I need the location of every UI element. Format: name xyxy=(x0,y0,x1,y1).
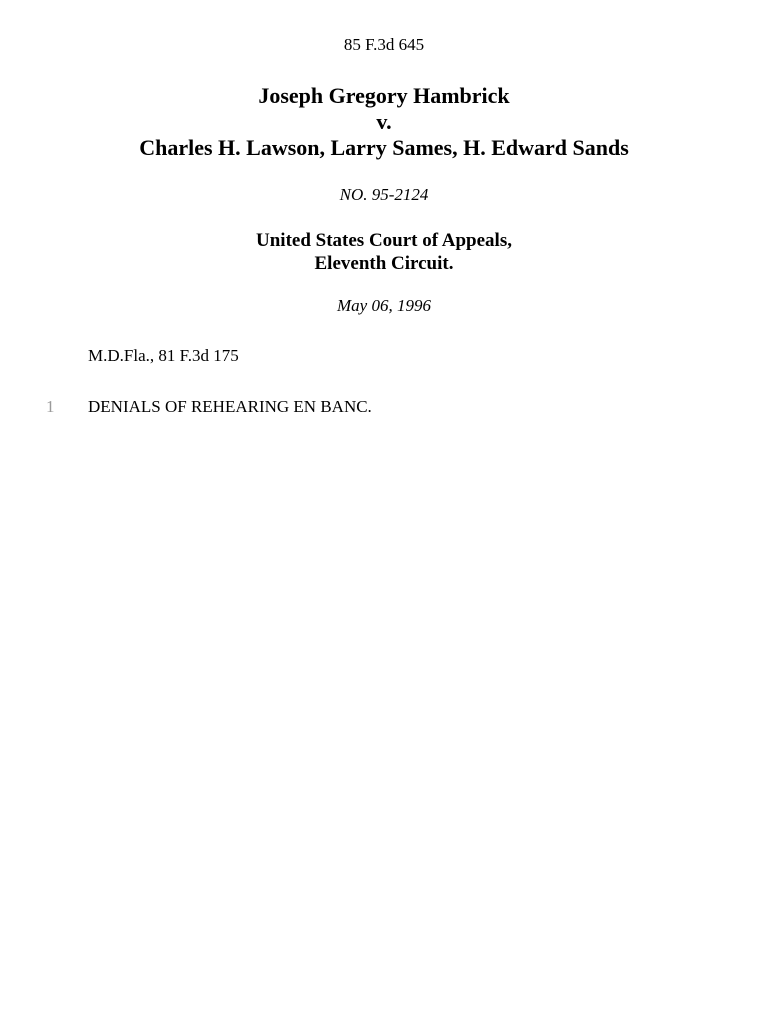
paragraph-number: 1 xyxy=(46,397,55,416)
court-name-line-2: Eleventh Circuit. xyxy=(314,253,454,274)
defendant-names: Charles H. Lawson, Larry Sames, H. Edward Sands xyxy=(139,135,629,160)
lower-court-citation: M.D.Fla., 81 F.3d 175 xyxy=(88,346,239,365)
plaintiff-name: Joseph Gregory Hambrick xyxy=(258,83,510,108)
versus-label: v. xyxy=(376,109,392,134)
reporter-citation: 85 F.3d 645 xyxy=(343,35,425,54)
paragraph-text: DENIALS OF REHEARING EN BANC. xyxy=(88,397,372,416)
decision-date: May 06, 1996 xyxy=(337,296,431,315)
court-name-line-1: United States Court of Appeals, xyxy=(256,230,512,251)
court-name xyxy=(0,229,768,275)
docket-number: NO. 95-2124 xyxy=(339,185,429,204)
case-caption xyxy=(0,83,768,161)
